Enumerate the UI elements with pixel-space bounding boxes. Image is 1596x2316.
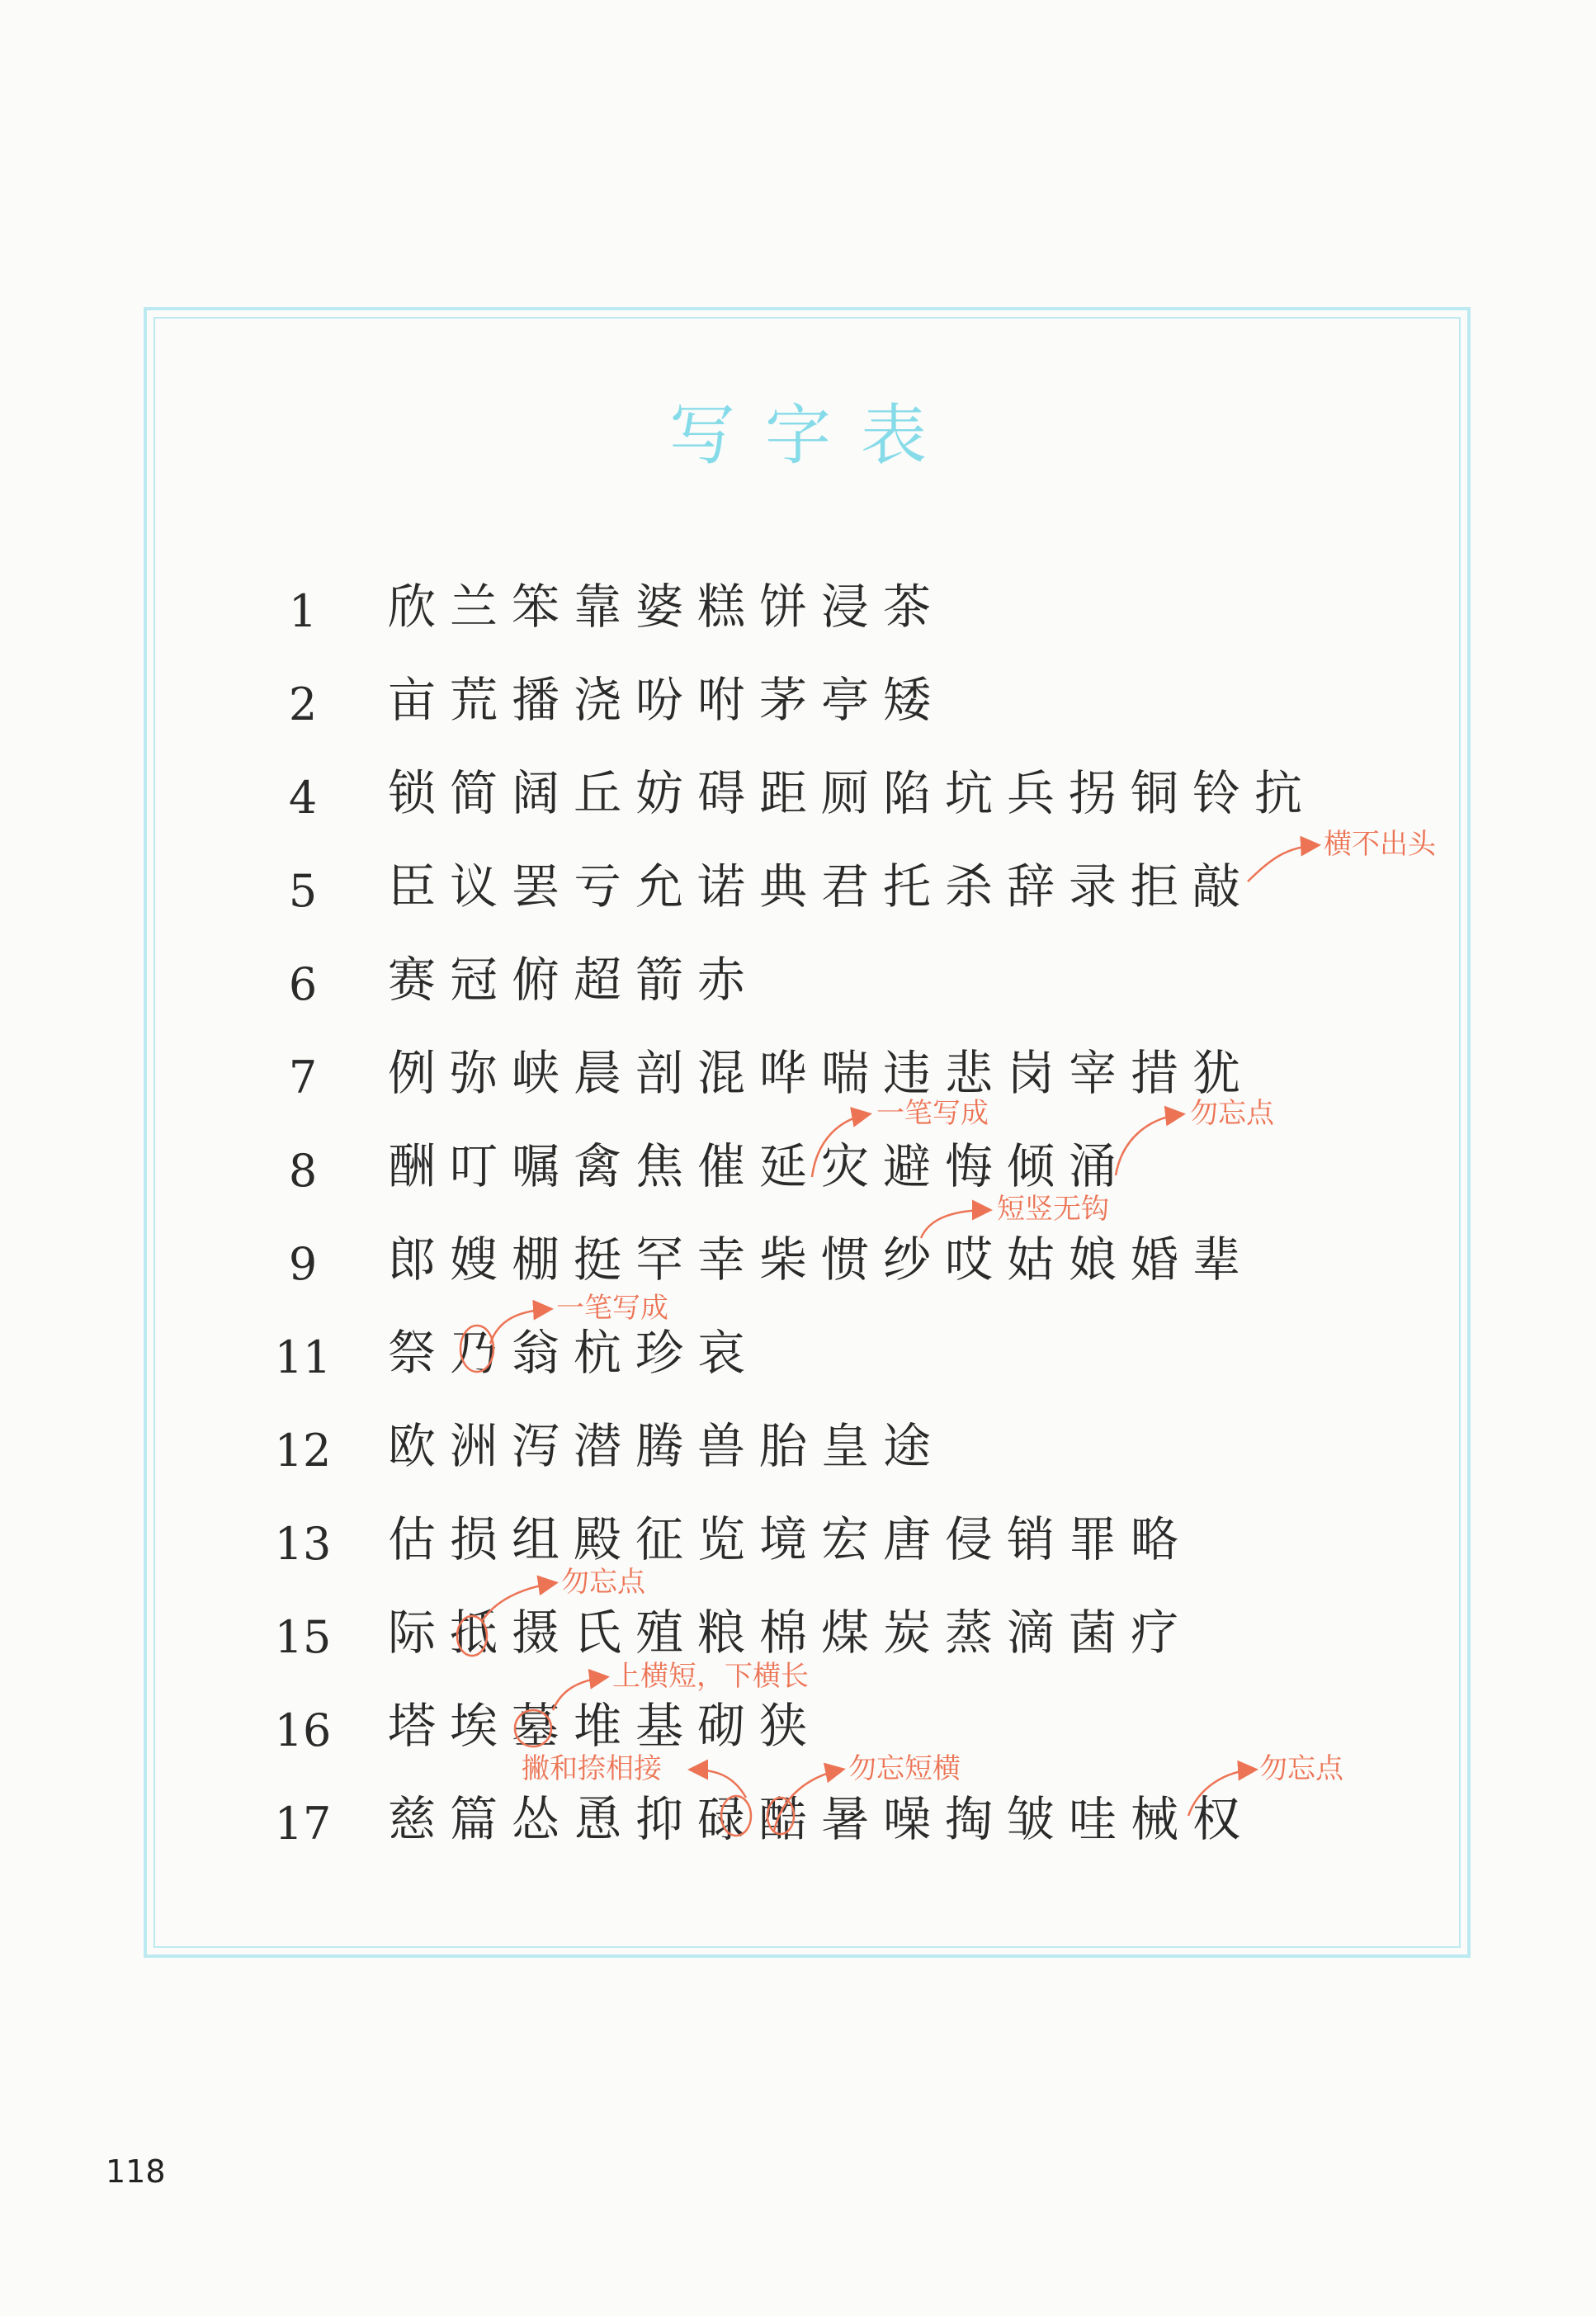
lesson-characters: 塔埃墓堆基砌狭 xyxy=(388,1698,822,1754)
lesson-characters: 估损组殿征览境宏唐侵销罪略 xyxy=(388,1511,1193,1567)
lesson-characters: 锁简阔丘妨碍距厕陷坑兵拐铜铃抗 xyxy=(388,765,1317,821)
lesson-number: 6 xyxy=(288,958,318,1010)
lesson-number: 2 xyxy=(288,678,318,730)
page-number: 118 xyxy=(106,2153,166,2190)
lesson-characters: 亩荒播浇吩咐茅亭矮 xyxy=(388,672,946,728)
lesson-number: 12 xyxy=(274,1425,332,1477)
annotation-label: 勿忘点 xyxy=(1259,1752,1343,1785)
lesson-characters: 臣议罢亏允诺典君托杀辞录拒敲 xyxy=(388,858,1255,915)
lesson-number: 13 xyxy=(274,1518,332,1570)
annotation-label: 勿忘短横 xyxy=(848,1752,961,1785)
lesson-number: 16 xyxy=(274,1704,332,1756)
annotation-label: 横不出头 xyxy=(1324,828,1436,861)
lesson-number: 5 xyxy=(288,865,318,917)
lesson-number: 4 xyxy=(288,772,318,824)
annotation-label: 勿忘点 xyxy=(1190,1097,1274,1130)
lesson-number: 11 xyxy=(274,1331,332,1383)
lesson-number: 17 xyxy=(274,1798,332,1850)
annotation-label: 一笔写成 xyxy=(556,1292,668,1325)
lesson-characters: 祭乃翁杭珍哀 xyxy=(388,1325,760,1381)
lesson-number: 9 xyxy=(288,1238,318,1290)
lesson-characters: 欧洲泻潜腾兽胎皇途 xyxy=(388,1418,946,1474)
lesson-characters: 际抵摄氏殖粮棉煤炭蒸滴菌疗 xyxy=(388,1605,1193,1661)
lesson-characters: 酬叮嘱禽焦催延灾避悔倾涌 xyxy=(388,1138,1131,1194)
annotation-label: 撇和捺相接 xyxy=(522,1752,662,1785)
lesson-characters: 赛冠俯超箭赤 xyxy=(388,952,760,1008)
lesson-number: 8 xyxy=(288,1145,318,1197)
lesson-characters: 慈篇怂恿抑碌酷暑噪掏皱哇械权 xyxy=(388,1791,1255,1847)
annotation-label: 一笔写成 xyxy=(876,1097,989,1130)
page-title: 写字表 xyxy=(669,397,956,474)
lesson-characters: 郎嫂棚挺罕幸柴惯纱哎姑娘婚辈 xyxy=(388,1231,1255,1288)
annotation-label: 短竖无钩 xyxy=(997,1193,1109,1226)
lesson-characters: 例弥峡晨剖混哗喘违悲岗宰措犹 xyxy=(388,1045,1255,1101)
annotation-label: 勿忘点 xyxy=(561,1566,645,1599)
lesson-number: 15 xyxy=(274,1611,332,1663)
lesson-number: 7 xyxy=(288,1052,318,1104)
annotation-label: 上横短，下横长 xyxy=(612,1660,809,1693)
lesson-characters: 欣兰笨靠婆糕饼浸茶 xyxy=(388,579,946,635)
lesson-number: 1 xyxy=(288,585,318,637)
